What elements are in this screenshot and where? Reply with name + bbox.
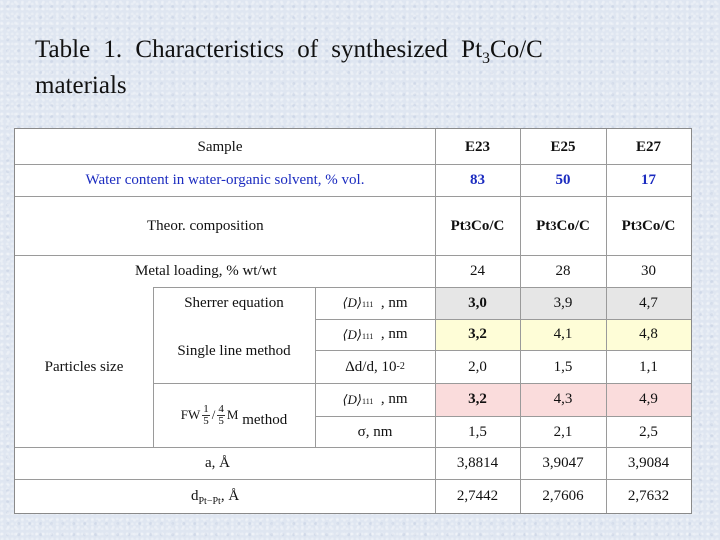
ptpt-value-e27: 2,7632	[627, 488, 670, 504]
sherrer-method-label: Sherrer equation	[184, 294, 284, 311]
sigma-value-e27: 2,5	[639, 423, 658, 440]
water-value-e23: 83	[470, 172, 485, 188]
fw-value-e25: 4,3	[553, 391, 573, 407]
theor-value-e27: Pt 3 Co/C	[621, 217, 676, 234]
water-content-label: Water content in water-organic solvent, % vol.	[85, 172, 365, 188]
fw-param-label: ⟨D⟩111 , nm	[342, 391, 408, 407]
lattice-parameter-label: a, Å	[205, 455, 230, 471]
mean-size-symbol: ⟨D⟩111	[342, 391, 374, 407]
sigma-value-e23: 1,5	[468, 423, 487, 440]
fw-formula: FW $\frac{1}{5}$ / $\frac{4}{5}$ M	[180, 402, 239, 427]
strain-value-e27: 1,1	[639, 358, 658, 375]
sherrer-value-e25: 3,9	[553, 294, 573, 311]
single-value-e23: 3,2	[468, 326, 487, 342]
loading-value-e25: 28	[555, 263, 571, 279]
theor-value-e23: Pt 3 Co/C	[450, 217, 505, 234]
water-value-e25: 50	[555, 172, 571, 188]
single-value-e25: 4,1	[553, 326, 573, 342]
ptpt-value-e25: 2,7606	[542, 488, 584, 504]
sherrer-value-e27: 4,7	[639, 294, 658, 311]
loading-value-e27: 30	[641, 263, 656, 279]
theor-value-e25: Pt 3 Co/C	[536, 217, 590, 234]
fw-method-label: FW $\frac{1}{5}$ / $\frac{4}{5}$ M method	[180, 402, 288, 428]
lattice-value-e23: 3,8814	[456, 455, 499, 471]
particles-size-label: Particles size	[44, 358, 124, 375]
loading-value-e23: 24	[470, 263, 485, 279]
sample-header: Sample	[197, 138, 243, 155]
fw-value-e27: 4,9	[639, 391, 658, 407]
col-header-e23: E23	[464, 138, 490, 155]
col-header-e25: E25	[550, 138, 576, 155]
strain-value-e25: 1,5	[553, 358, 573, 375]
table-title: Table 1. Characteristics of synthesized $Pt_3Co/C$ materials	[35, 36, 543, 99]
strain-value-e23: 2,0	[468, 358, 487, 375]
single-value-e27: 4,8	[639, 326, 658, 342]
sigma-param-label: σ, nm	[357, 423, 393, 440]
sherrer-param-label: ⟨D⟩111 , nm	[342, 294, 408, 311]
single-line-param-label: ⟨D⟩111 , nm	[342, 326, 408, 342]
lattice-value-e25: 3,9047	[542, 455, 584, 471]
fw-value-e23: 3,2	[468, 391, 487, 407]
water-value-e27: 17	[641, 172, 656, 188]
lattice-value-e27: 3,9084	[627, 455, 670, 471]
single-line-method-label: Single line method	[177, 342, 291, 359]
mean-size-symbol: ⟨D⟩111	[342, 295, 374, 310]
mean-size-symbol: ⟨D⟩111	[342, 326, 374, 342]
sigma-value-e25: 2,1	[553, 423, 573, 440]
strain-param-label: Δd/d, 10 -2	[345, 358, 405, 375]
characteristics-table	[14, 128, 692, 514]
sherrer-value-e23: 3,0	[468, 294, 487, 311]
ptpt-value-e23: 2,7442	[456, 488, 499, 504]
col-header-e27: E27	[635, 138, 661, 155]
theor-composition-label: Theor. composition	[147, 217, 264, 234]
pt-pt-distance-label: $d_{Pt-Pt}$, Å	[191, 488, 240, 507]
metal-loading-label: Metal loading, % wt/wt	[135, 263, 277, 279]
